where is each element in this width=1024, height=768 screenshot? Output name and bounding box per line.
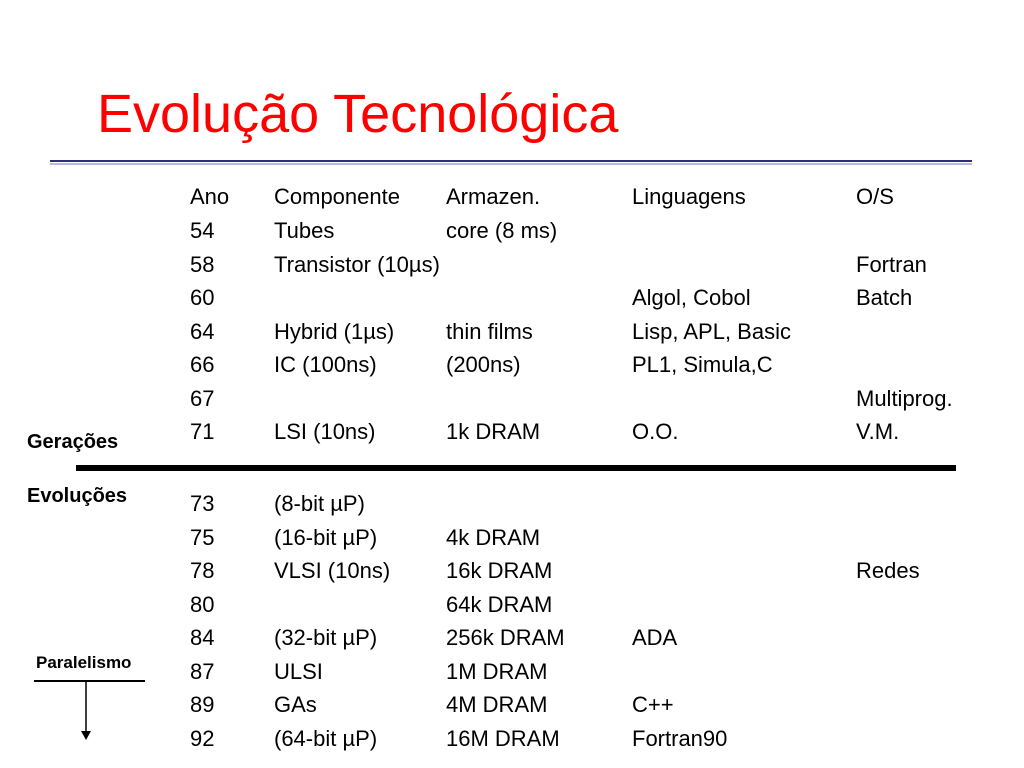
cell-year: 75: [190, 524, 215, 550]
header-year: Ano: [190, 184, 230, 209]
cell-year: 84: [190, 625, 215, 650]
cell-year: 71: [190, 419, 215, 444]
cell-year: 67: [190, 385, 215, 411]
cell-year: 73: [190, 491, 215, 516]
header-storage: Armazen.: [446, 184, 541, 209]
cell-storage: 1M DRAM: [446, 658, 548, 684]
cell-languages: Fortran90: [632, 725, 728, 751]
cell-component: ULSI: [274, 658, 323, 684]
cell-os: V.M.: [856, 419, 900, 444]
cell-os: Multiprog.: [856, 385, 953, 411]
cell-component: VLSI (10ns): [274, 558, 391, 583]
title-divider: [50, 160, 972, 162]
evolutions-label: Evoluções: [27, 485, 128, 507]
generations-evolutions-divider: [76, 465, 956, 471]
cell-component: IC (100ns): [274, 352, 377, 377]
cell-storage: 16k DRAM: [446, 558, 553, 583]
title-divider-shadow: [50, 163, 972, 165]
cell-component: Tubes: [274, 218, 335, 243]
cell-storage: 1k DRAM: [446, 419, 541, 444]
cell-languages: Lisp, APL, Basic: [632, 318, 791, 344]
slide-title: Evolução Tecnológica: [97, 84, 619, 144]
cell-storage: thin films: [446, 318, 533, 344]
cell-languages: O.O.: [632, 419, 679, 444]
cell-os: Batch: [856, 285, 913, 310]
cell-os: Redes: [856, 558, 920, 583]
cell-component: GAs: [274, 692, 317, 717]
cell-languages: ADA: [632, 625, 678, 650]
cell-component: LSI (10ns): [274, 419, 376, 444]
header-component: Componente: [274, 184, 400, 209]
cell-year: 64: [190, 318, 215, 344]
down-arrow-icon: [78, 682, 94, 740]
cell-year: 80: [190, 591, 215, 617]
cell-languages: PL1, Simula,C: [632, 352, 773, 377]
cell-component: (16-bit µP): [274, 524, 378, 550]
cell-year: 60: [190, 285, 215, 310]
cell-component: Hybrid (1µs): [274, 318, 395, 344]
cell-component: (64-bit µP): [274, 725, 378, 751]
cell-year: 78: [190, 558, 215, 583]
cell-storage: 4k DRAM: [446, 524, 541, 550]
cell-storage: core (8 ms): [446, 218, 558, 243]
cell-storage: 64k DRAM: [446, 591, 553, 617]
generations-label: Gerações: [27, 431, 119, 453]
cell-component: (32-bit µP): [274, 625, 378, 650]
header-os: O/S: [856, 184, 894, 209]
header-languages: Linguagens: [632, 184, 746, 209]
cell-storage: (200ns): [446, 352, 521, 377]
cell-languages: Algol, Cobol: [632, 285, 751, 310]
cell-year: 92: [190, 725, 215, 751]
cell-os: Fortran: [856, 251, 927, 277]
cell-component: Transistor (10µs): [274, 251, 440, 277]
cell-storage: 256k DRAM: [446, 625, 565, 650]
cell-year: 87: [190, 658, 215, 684]
cell-storage: 16M DRAM: [446, 725, 560, 751]
cell-year: 89: [190, 692, 215, 717]
cell-languages: C++: [632, 692, 674, 717]
cell-component: (8-bit µP): [274, 491, 365, 516]
cell-year: 66: [190, 352, 215, 377]
cell-year: 58: [190, 251, 215, 277]
cell-year: 54: [190, 218, 215, 243]
cell-storage: 4M DRAM: [446, 692, 548, 717]
parallelism-label: Paralelismo: [36, 653, 132, 672]
